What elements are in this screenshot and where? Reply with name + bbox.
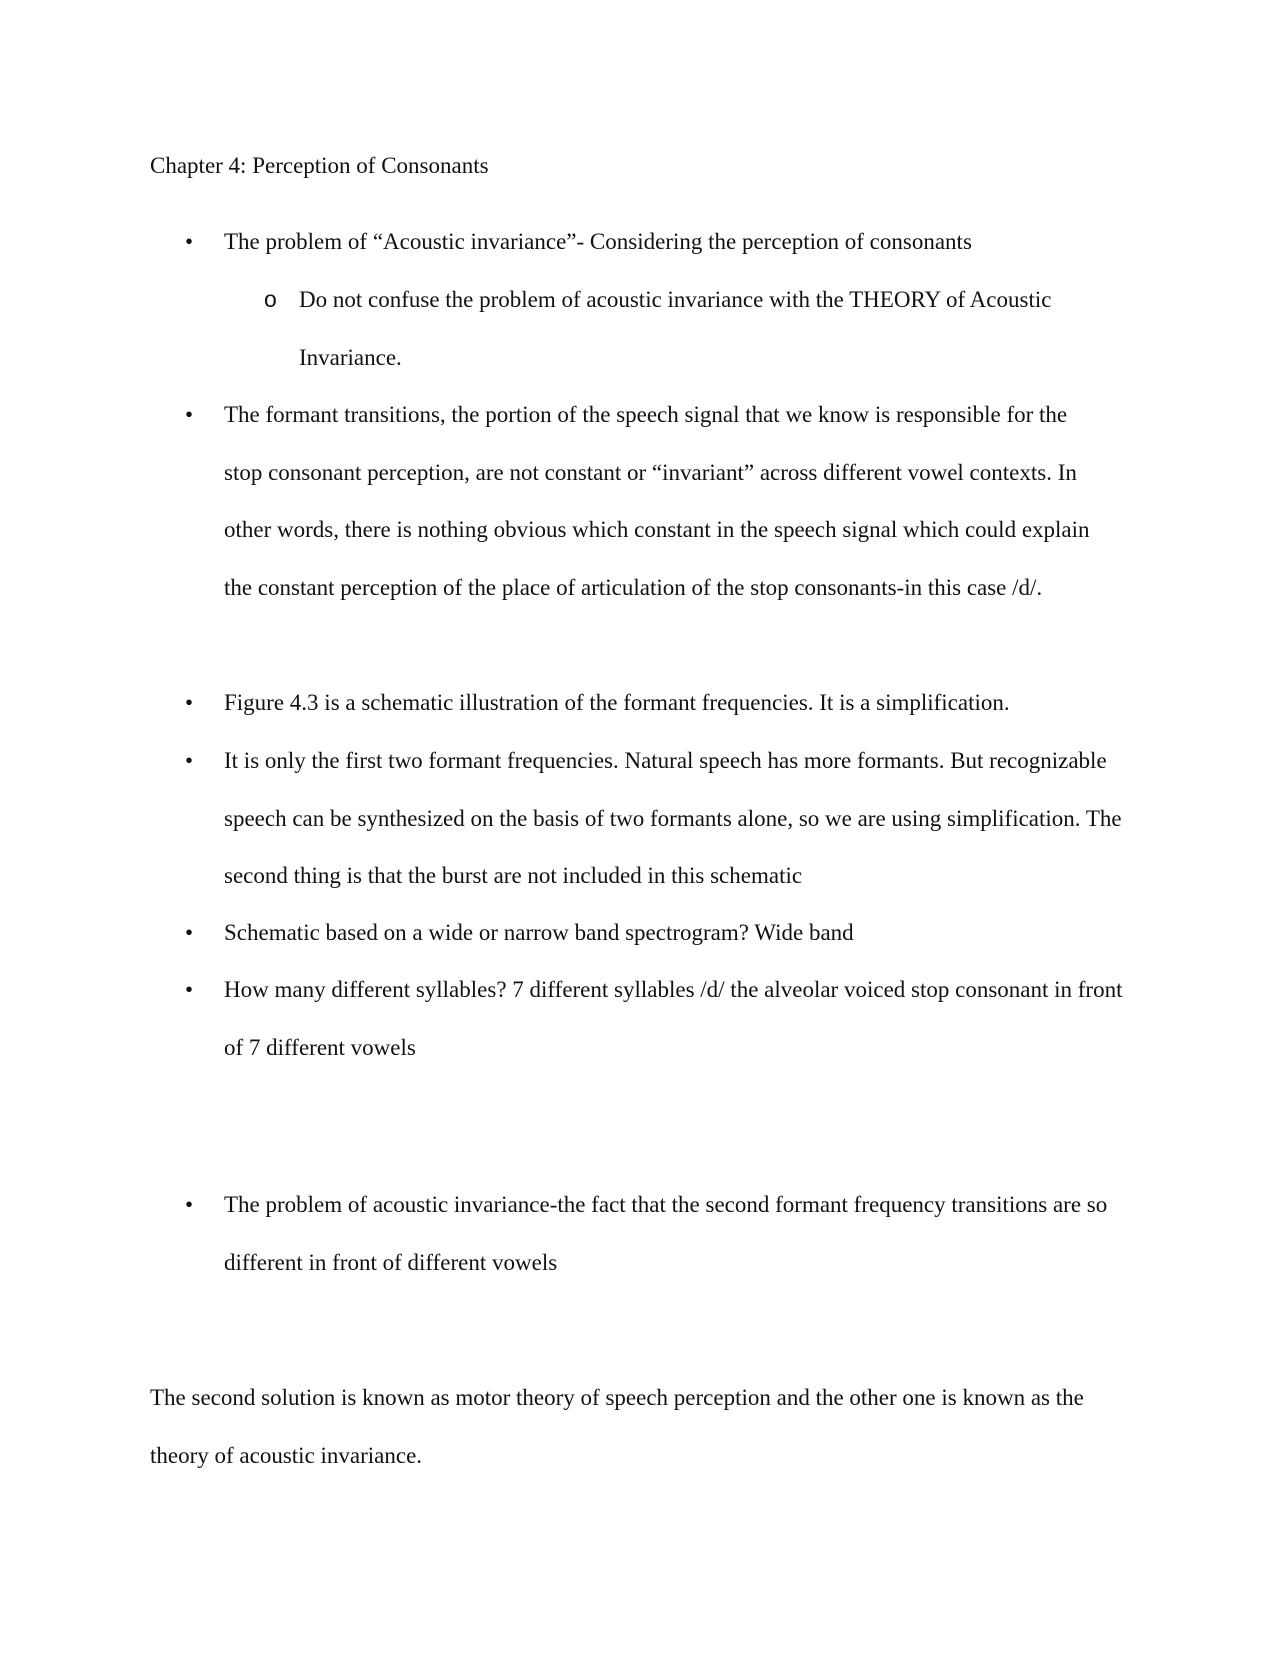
bullet-text: Figure 4.3 is a schematic illustration of the formant frequencies. It is a simplification. xyxy=(224,690,1010,715)
bullet-text: The problem of “Acoustic invariance”- Considering the perception of consonants xyxy=(224,229,972,254)
bullet-text: The problem of acoustic invariance-the fact that the second formant frequency transitions are so different in front of different vowels xyxy=(224,1192,1108,1275)
bullet-text: How many different syllables? 7 different syllables /d/ the alveolar voiced stop consonant in front of 7 different vowels xyxy=(224,977,1123,1060)
bullet-text: Schematic based on a wide or narrow band spectrogram? Wide band xyxy=(224,920,854,945)
bullet-marker: • xyxy=(185,1192,194,1217)
bullet-text: The formant transitions, the portion of the speech signal that we know is responsible for the stop consonant perception, are not constant or “invariant” across different vowel contexts. In other words, there is nothing obvious which constant in the speech signal which could explain the constant perception of the place of articulation of the stop consonants-in this case /d/. xyxy=(224,402,1090,600)
bullet-text: It is only the first two formant frequencies. Natural speech has more formants. But recognizable speech can be synthesized on the basis of two formants alone, so we are using simplification. The second thing is that the burst are not included in this schematic xyxy=(224,748,1122,888)
bullet-marker: • xyxy=(185,748,194,773)
bullet-marker: • xyxy=(185,690,194,715)
bullet-marker: • xyxy=(185,920,194,945)
chapter-title: Chapter 4: Perception of Consonants xyxy=(150,153,489,178)
sub-bullet-marker: o xyxy=(264,286,277,312)
sub-bullet-text: Do not confuse the problem of acoustic invariance with the THEORY of Acoustic Invariance. xyxy=(299,287,1052,370)
bullet-marker: • xyxy=(185,977,194,1002)
bullet-marker: • xyxy=(185,402,194,427)
bullet-marker: • xyxy=(185,229,194,254)
closing-paragraph: The second solution is known as motor theory of speech perception and the other one is known as the theory of acoustic invariance. xyxy=(150,1385,1084,1468)
